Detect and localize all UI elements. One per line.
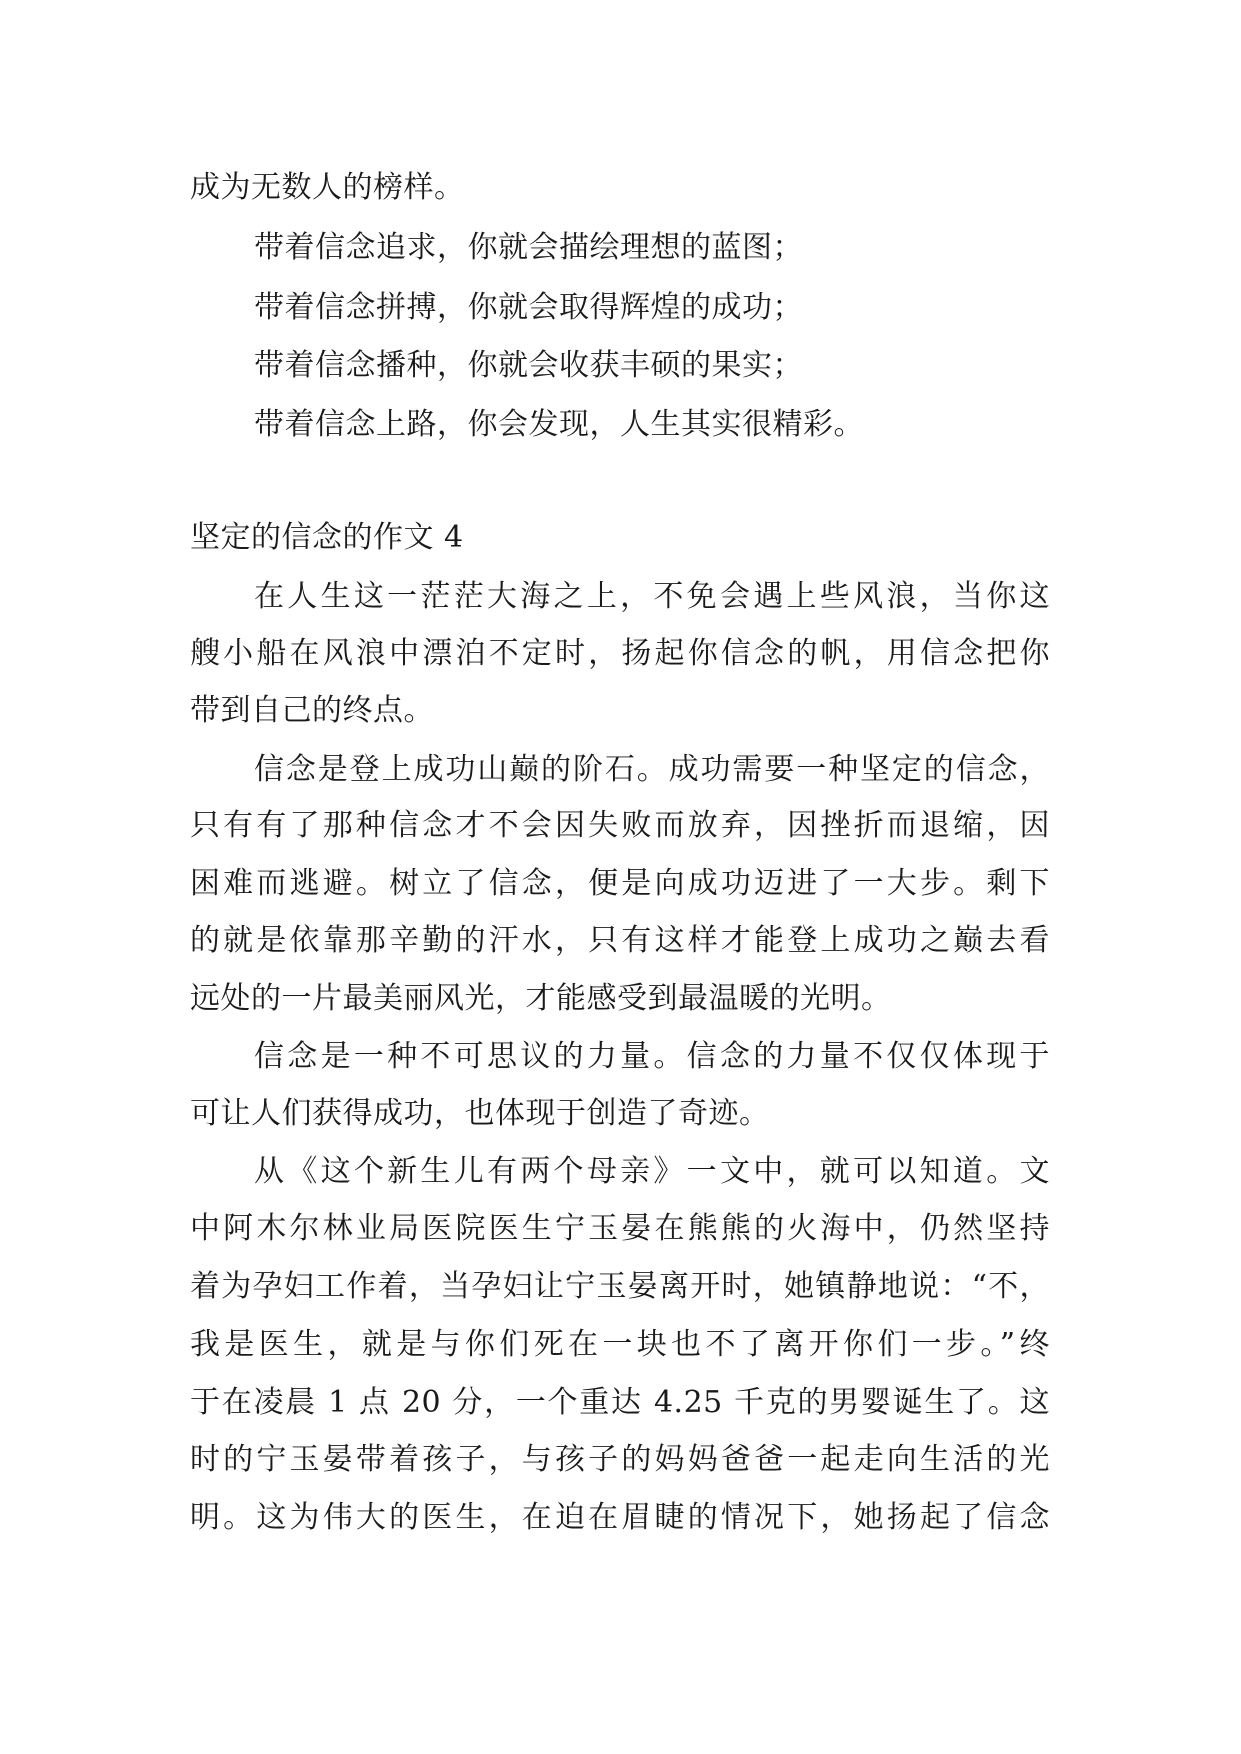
- section-heading: 坚定的信念的作文 4: [190, 520, 464, 555]
- paragraph-line: 成为无数人的榜样。: [190, 170, 465, 205]
- paragraph-line: 带着信念播种，你就会收获丰硕的果实；: [254, 348, 803, 383]
- paragraph-line: 带着信念上路，你会发现，人生其实很精彩。: [254, 407, 864, 442]
- paragraph-line: 艘小船在风浪中漂泊不定时，扬起你信念的帆，用信念把你: [190, 636, 1050, 671]
- paragraph-line: 可让人们获得成功，也体现于创造了奇迹。: [190, 1096, 770, 1131]
- paragraph-line: 从《这个新生儿有两个母亲》一文中，就可以知道。文: [254, 1154, 1050, 1189]
- paragraph-line: 信念是一种不可思议的力量。信念的力量不仅仅体现于: [254, 1039, 1050, 1074]
- paragraph-line: 中阿木尔林业局医院医生宁玉晏在熊熊的火海中，仍然坚持: [190, 1211, 1050, 1246]
- paragraph-line: 明。这为伟大的医生，在迫在眉睫的情况下，她扬起了信念: [190, 1500, 1050, 1535]
- paragraph-line: 困难而逃避。树立了信念，便是向成功迈进了一大步。剩下: [190, 866, 1050, 901]
- paragraph-line: 在人生这一茫茫大海之上，不免会遇上些风浪，当你这: [254, 579, 1050, 614]
- paragraph-line: 着为孕妇工作着，当孕妇让宁玉晏离开时，她镇静地说：“不，: [190, 1269, 1050, 1304]
- paragraph-line: 信念是登上成功山巅的阶石。成功需要一种坚定的信念，: [254, 752, 1050, 787]
- paragraph-line: 带到自己的终点。: [190, 693, 434, 728]
- paragraph-line: 的就是依靠那辛勤的汗水，只有这样才能登上成功之巅去看: [190, 923, 1050, 958]
- paragraph-line: 远处的一片最美丽风光，才能感受到最温暖的光明。: [190, 981, 892, 1016]
- paragraph-line: 只有有了那种信念才不会因失败而放弃，因挫折而退缩，因: [190, 808, 1050, 843]
- paragraph-line: 我是医生，就是与你们死在一块也不了离开你们一步。”终: [190, 1327, 1050, 1362]
- paragraph-line: 时的宁玉晏带着孩子，与孩子的妈妈爸爸一起走向生活的光: [190, 1442, 1050, 1477]
- paragraph-line: 于在凌晨 1 点 20 分，一个重达 4.25 千克的男婴诞生了。这: [190, 1385, 1050, 1420]
- paragraph-line: 带着信念拼搏，你就会取得辉煌的成功；: [254, 290, 803, 325]
- paragraph-line: 带着信念追求，你就会描绘理想的蓝图；: [254, 230, 803, 265]
